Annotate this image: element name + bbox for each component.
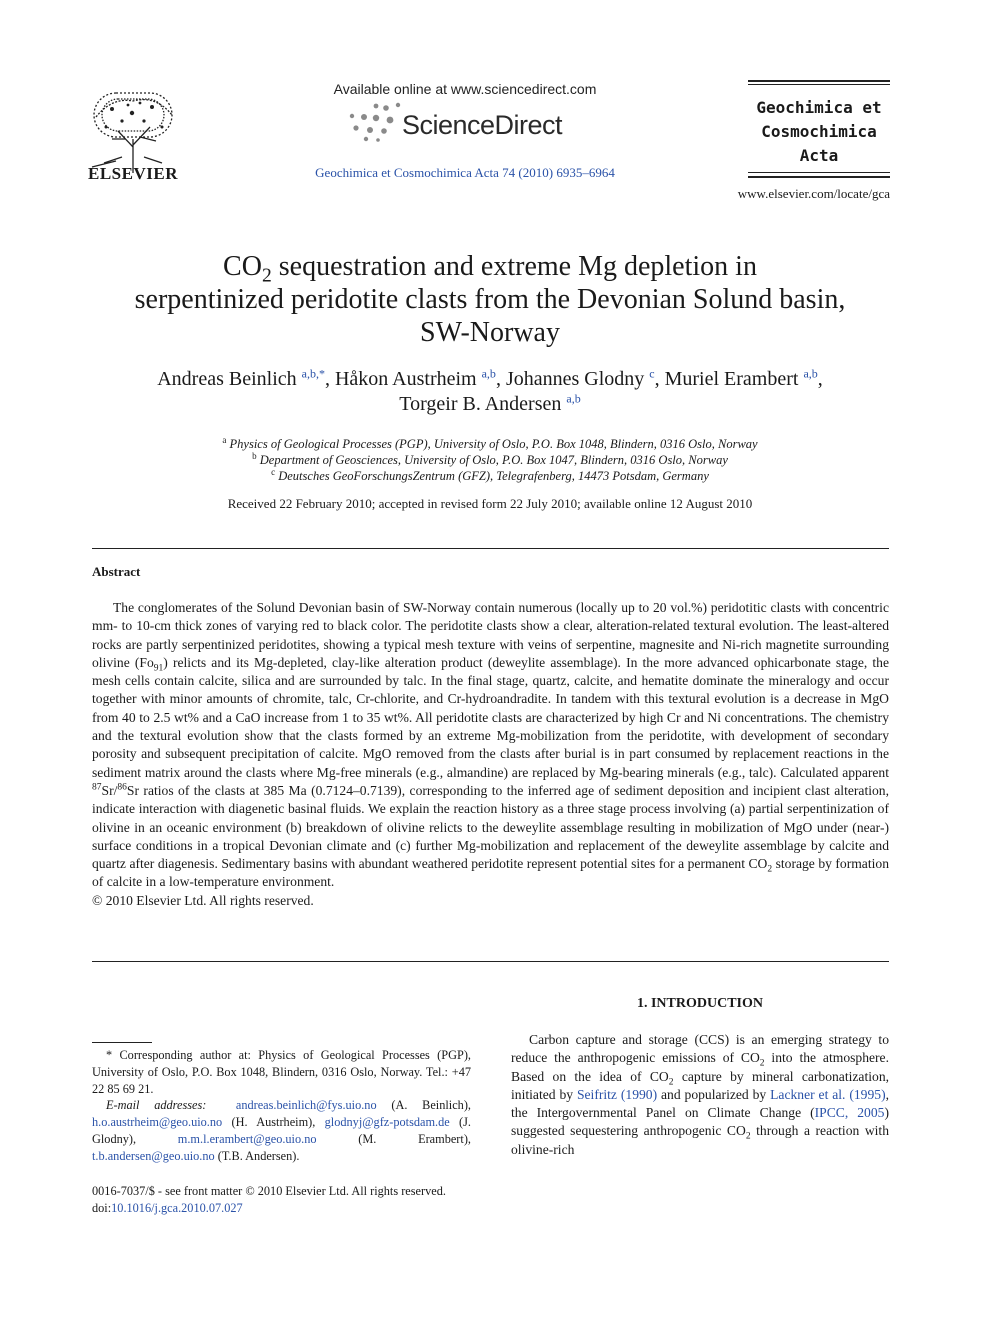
journal-box-rule-top <box>748 80 890 82</box>
doi-link[interactable]: 10.1016/j.gca.2010.07.027 <box>111 1201 243 1215</box>
affiliation: $^c$ Deutsches GeoForschungsZentrum (GFZ), Telegrafenberg, 14473 Potsdam, Germany <box>271 466 709 483</box>
affiliation: $^a$ Physics of Geological Processes (PGP), University of Oslo, P.O. Box 1048, Blindern, 0316 Oslo, Norway <box>222 434 758 451</box>
author-affiliation-mark[interactable]: a,b <box>566 391 581 406</box>
abstract-body: The conglomerates of the Solund Devonian basin of SW-Norway contain numerous (locally up to 20 vol.%) peridotitic clasts with concentric mm- to 10-cm thick zones of varying red to black color. The peridotite clasts show a clear, alteration-related textural evolution. The least-altered rocks are partly serpentinized peridotites, showing a typical mesh texture with veins of serpentine, magnesite and Ni-rich magnetite surrounding olivine $(Fo_{91})$ relicts and its Mg-depleted, clay-like alteration product (deweylite assemblage). In the more advanced ophicarbonate stage, the mesh cells contain calcite, silica and are surrounded by talc. In the final stage, quartz, calcite, and hematite dominate the mineralogy and occur together with minor amounts of chromite, talc, Cr-chlorite, and Cr-hydroandradite. In tandem with this textural evolution is a decrease in MgO from 40 to 2.5 wt% and a CaO increase from 1 to 35 wt%. All peridotite clasts are characterized by high Cr and Ni concentrations. The chemistry and the textural evolution show that the clasts formed by an extreme Mg-mobilization from the peridotite, with development of secondary porosity and subsequent precipitation of calcite. MgO removed from the clasts after burial is in part consumed by replacement reactions in the sediment matrix around the clasts where Mg-free minerals (e.g., almandine) are replaced by Mg-bearing minerals (e.g., talc). Calculated apparent $^{87}$Sr/$^{86}$Sr ratios of the clasts at 385 Ma (0.7124–0.7139), corresponding to the inferred age of sediment deposition and incipient clast alteration, indicate interaction with diagenetic basinal fluids. We explain the reaction history as a three stage process involving (a) partial serpentinization of olivine in an oceanic environment (b) breakdown of olivine relicts to the deweylite assemblage resulting in mobilization of MgO under (near-) surface conditions in a tropical Devonian climate and (c) further Mg-mobilization and replacement of the deweylite assemblage by calcite and quartz after diagenesis. Sedimentary basins with abundant weathered peridotite represent potential sites for a permanent $CO_2$ storage by formation of calcite in a low-temperature environment. © 2010 Elsevier Ltd. All rights reserved. <box>92 600 889 908</box>
author-name: Torgeir B. Andersen <box>399 393 562 415</box>
citation-link[interactable]: IPCC, 2005 <box>814 1105 885 1121</box>
author-affiliation-mark[interactable]: a,b,* <box>301 366 325 381</box>
citation-link[interactable]: Lackner et al. (1995) <box>770 1086 886 1102</box>
abstract-rule-top <box>92 548 889 549</box>
elsevier-wordmark: ELSEVIER <box>88 164 178 183</box>
article-title <box>60 250 920 349</box>
journal-url[interactable]: www.elsevier.com/locate/gca <box>737 186 890 201</box>
email-link[interactable]: m.m.l.erambert@geo.uio.no <box>177 1131 317 1146</box>
issn-doi-block <box>92 1183 512 1217</box>
email-link[interactable]: h.o.austrheim@geo.uio.no <box>92 1115 223 1130</box>
journal-box-rule-top-thin <box>748 84 890 85</box>
affiliations <box>60 436 920 484</box>
abstract-heading: Abstract <box>92 564 141 579</box>
title-line: SW-Norway <box>420 317 560 348</box>
journal-reference-link[interactable]: Geochimica et Cosmochimica Acta 74 (2010) 6935–6964 <box>315 165 615 180</box>
journal-name-line: Geochimica et <box>756 98 882 117</box>
journal-name-line: Acta <box>799 146 839 165</box>
author-name: Håkon Austrheim <box>334 368 477 390</box>
author-affiliation-mark[interactable]: c <box>649 366 655 381</box>
corresponding-author-text: * Corresponding author at: Physics of Geological Processes (PGP), University of Oslo, P.O. Box 1048, Blindern, 0316 Oslo, Norway. Tel.: +47 22 85 69 21. <box>92 1048 471 1096</box>
copyright-line: © 2010 Elsevier Ltd. All rights reserved. <box>92 892 314 908</box>
introduction-body: Carbon capture and storage (CCS) is an emerging strategy to reduce the anthropogenic emissions of $CO_2$ into the atmosphere. Based on the idea of $CO_2$ capture by mineral carbonatization, initiated by Seifritz (1990) and popularized by Lackner et al. (1995), the Intergovernmental Panel on Climate Change (IPCC, 2005) suggested sequestering anthropogenic $CO_2$ through a reaction with olivine-rich <box>511 1032 890 1157</box>
journal-box-rule-bottom-thin <box>748 172 890 173</box>
email-link[interactable]: t.b.andersen@geo.uio.no <box>92 1148 215 1163</box>
author-name: Johannes Glodny <box>505 368 645 390</box>
doi-line: doi:10.1016/j.gca.2010.07.027 <box>92 1201 243 1215</box>
journal-name-line: Cosmochimica <box>761 122 877 141</box>
author-name: Muriel Erambert <box>664 368 799 390</box>
email-link[interactable]: andreas.beinlich@fys.uio.no <box>235 1098 377 1113</box>
sciencedirect-dots-icon <box>346 102 408 142</box>
introduction-heading: 1. INTRODUCTION <box>636 996 763 1011</box>
author-affiliation-mark[interactable]: a,b <box>481 366 496 381</box>
article-history-dates: Received 22 February 2010; accepted in revised form 22 July 2010; available online 12 August 2010 <box>227 496 753 511</box>
email-link[interactable]: glodnyj@gfz-potsdam.de <box>324 1115 450 1130</box>
citation-link[interactable]: Seifritz (1990) <box>576 1086 658 1102</box>
journal-name-box <box>744 96 894 168</box>
author-list: Andreas Beinlich $^{a,b,*}$, Håkon Austrheim $^{a,b}$, Johannes Glodny $^c$, Muriel Erambert $^{a,b}$, Torgeir B. Andersen $^{a,b}$ <box>157 366 823 415</box>
journal-box-rule-bottom <box>748 176 890 178</box>
issn-line: 0016-7037/$ - see front matter © 2010 Elsevier Ltd. All rights reserved. <box>92 1184 446 1198</box>
title-line: serpentinized peridotite clasts from the Devonian Solund basin, <box>134 284 846 315</box>
author-affiliation-mark[interactable]: a,b <box>803 366 818 381</box>
sciencedirect-wordmark: ScienceDirect <box>402 110 563 140</box>
available-online-text: Available online at www.sciencedirect.com <box>333 81 597 97</box>
email-addresses: E-mail addresses: andreas.beinlich@fys.uio.no (A. Beinlich), h.o.austrheim@geo.uio.no (H. Austrheim), glodnyj@gfz-potsdam.de (J. Glodny), m.m.l.erambert@geo.uio.no (M. Erambert), t.b.andersen@geo.uio.no (T.B. Andersen). <box>92 1098 471 1163</box>
affiliation: $^b$ Department of Geosciences, University of Oslo, P.O. Box 1047, Blindern, 0316 Oslo, Norway <box>252 450 728 467</box>
abstract-rule-bottom <box>92 961 889 962</box>
title-line: $CO_2$ sequestration and extreme Mg depletion in <box>223 251 757 287</box>
corresponding-author-footnote <box>92 1047 471 1165</box>
author-name: Andreas Beinlich <box>157 368 297 390</box>
footnote-rule <box>92 1042 152 1043</box>
